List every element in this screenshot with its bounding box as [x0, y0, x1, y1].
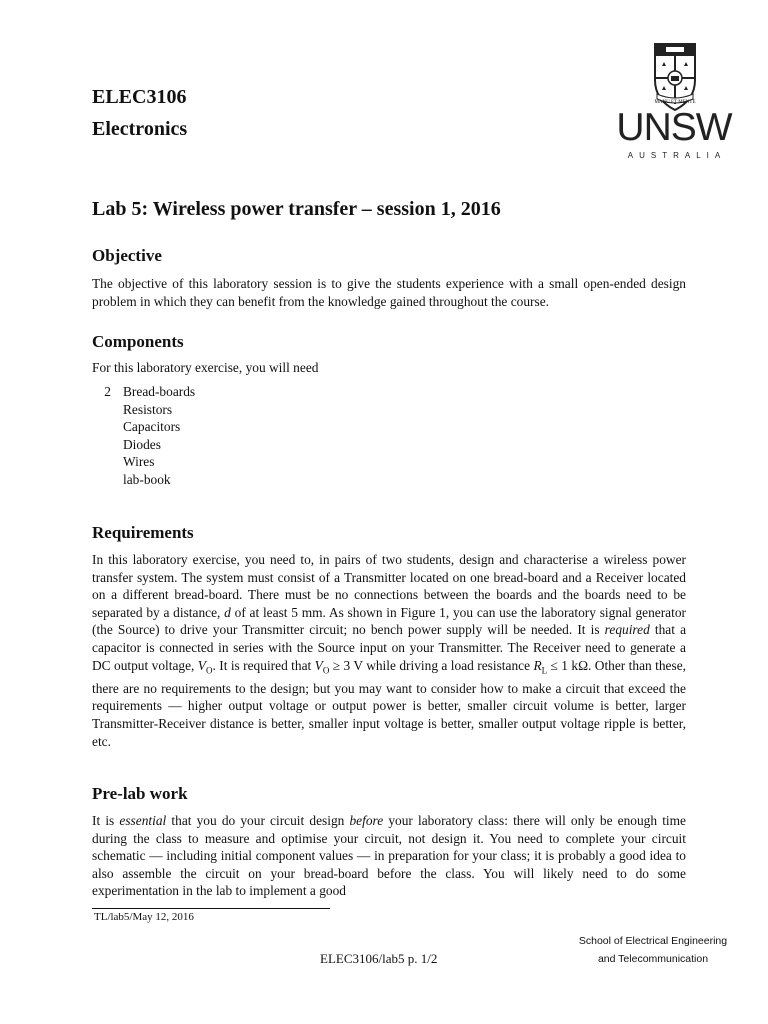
item-qty — [92, 471, 123, 489]
requirements-heading: Requirements — [92, 523, 194, 542]
unsw-country: AUSTRALIA — [627, 151, 727, 160]
prelab-text: It is essential that you do your circuit design before your laboratory class: there will only be enough time during the class to measure and optimise your circuit, not design it. You need to complete your circuit schematic — including initial component values — in preparation for your class; it is probably a good idea to also assemble the circuit on your bread-board before the class. You will likely need to do some experimentation in the lab to implement a good — [92, 813, 686, 899]
list-item — [92, 383, 195, 401]
course-name: Electronics — [92, 118, 188, 140]
course-code: ELEC3106 — [92, 86, 187, 108]
unsw-logo — [612, 40, 736, 164]
item-qty: 2 — [104, 384, 111, 399]
item-name: Diodes — [123, 436, 161, 452]
school-line-1: School of Electrical Engineering — [578, 935, 728, 947]
lab-title: Lab 5: Wireless power transfer – session 1, 2016 — [92, 198, 501, 220]
page-number: ELEC3106/lab5 p. 1/2 — [320, 951, 438, 966]
unsw-wordmark: UNSW — [616, 106, 732, 149]
school-name — [560, 932, 746, 968]
item-qty — [92, 418, 123, 436]
item-qty — [92, 436, 123, 454]
list-item — [92, 418, 195, 436]
item-name: Bread-boards — [123, 384, 196, 399]
footnote-rule — [92, 908, 330, 909]
school-line-2: and Telecommunication — [597, 953, 709, 965]
list-item — [92, 436, 195, 454]
components-intro: For this laboratory exercise, you will need — [92, 360, 319, 375]
objective-heading: Objective — [92, 246, 162, 265]
objective-text: The objective of this laboratory session is to give the students experience with a small open-ended design problem in which they can benefit from the knowledge gained throughout the course. — [92, 276, 686, 309]
prelab-heading: Pre-lab work — [92, 784, 188, 803]
item-name: lab-book — [123, 471, 171, 487]
item-name: Capacitors — [123, 419, 181, 435]
footnote: TL/lab5/May 12, 2016 — [94, 911, 194, 923]
components-list — [92, 383, 195, 489]
item-name: Resistors — [123, 401, 173, 417]
list-item — [92, 453, 195, 471]
item-qty — [92, 453, 123, 471]
crest-motto: MANU ET MENTE — [654, 100, 696, 105]
requirements-text: In this laboratory exercise, you need to, in pairs of two students, design and characterise a wireless power transfer system. The system must consist of a Transmitter located on one bread-board and a Receiver located on a different bread-board. There must be no connections between the boards and the boards need to be separated by a distance, d of at least 5 mm. As shown in Figure 1, you can use the laboratory signal generator (the Source) to drive your Transmitter circuit; no bench power supply will be needed. It is required that a capacitor is connected in series with the Source input on your Transmitter. The Receiver need to generate a DC output voltage, $V_O$. It is required that $V_O \ge 3$ V while driving a load resistance $R_L \le 1$ kΩ. Other than these, there are no requirements to the design; but you may want to consider how to make a circuit that exceed the requirements — higher output voltage or output power is better, smaller circuit volume is better, larger Transmitter-Receiver distance is better, smaller input voltage is better, smaller output voltage ripple is better, etc. — [92, 552, 687, 749]
item-qty — [92, 401, 123, 419]
list-item — [92, 401, 195, 419]
components-heading: Components — [92, 332, 184, 351]
item-name: Wires — [123, 454, 155, 470]
list-item — [92, 471, 195, 489]
